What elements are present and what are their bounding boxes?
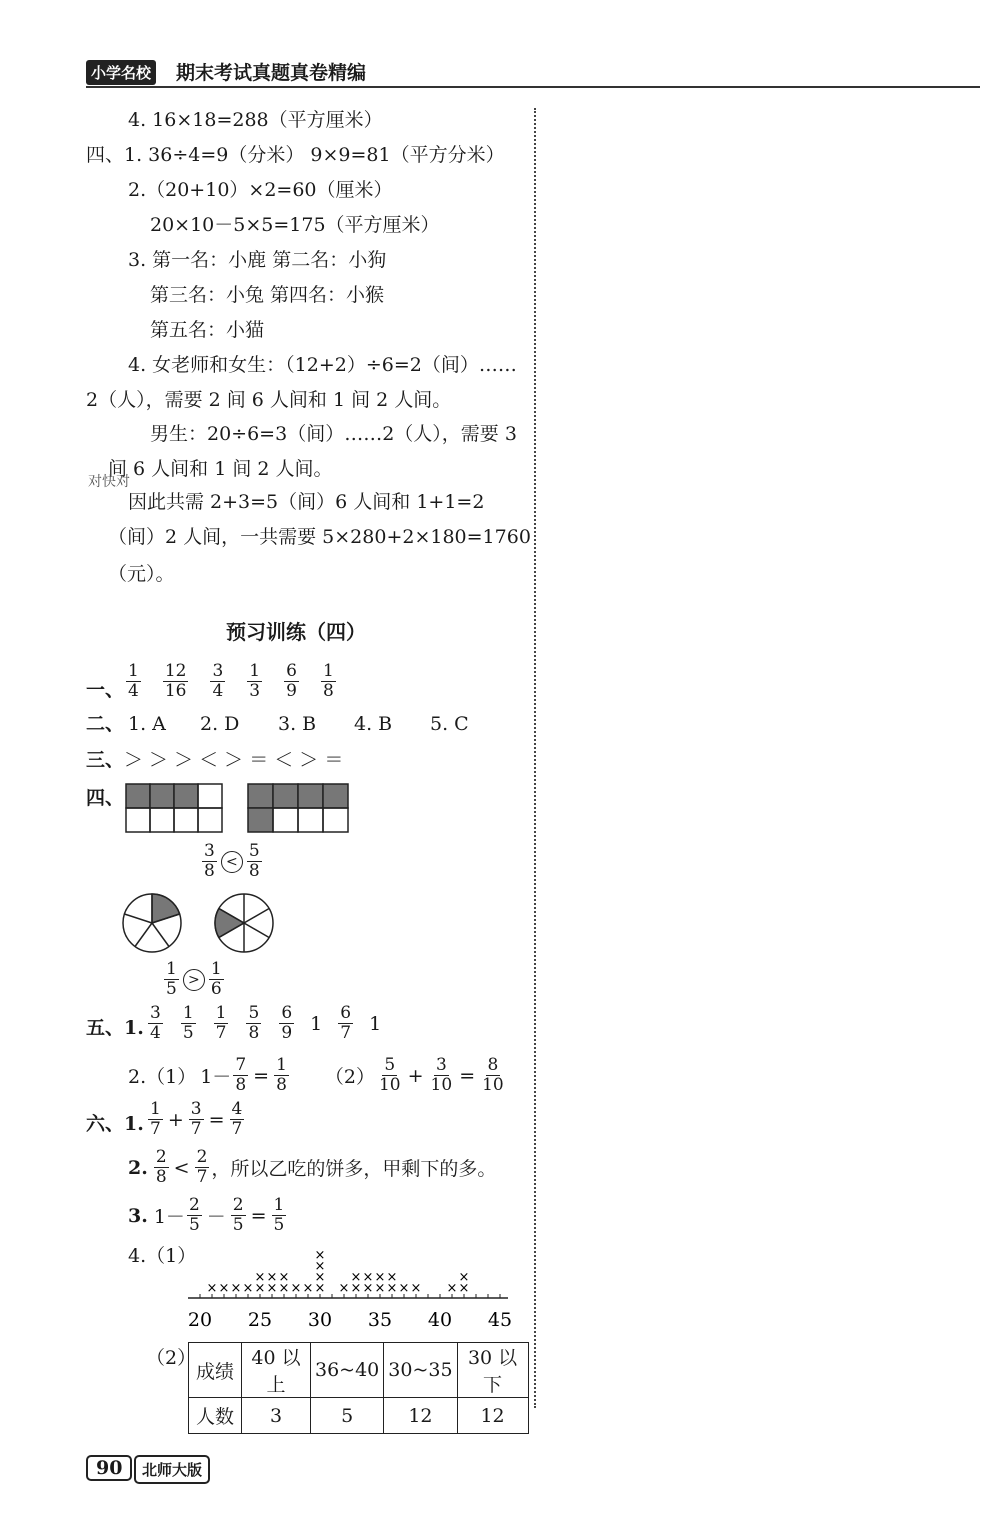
q2-answer: 4. B [354, 713, 393, 735]
q2-answer: 3. B [278, 713, 317, 735]
q2-answer: 5. C [430, 713, 469, 735]
cell [323, 808, 348, 832]
answer-line: 2.（20+10）×2=60（厘米） [128, 179, 393, 201]
data-point: × [266, 1281, 278, 1296]
line-plot [180, 1238, 520, 1338]
data-point: × [350, 1270, 362, 1285]
header-rule [86, 86, 980, 88]
q6-3: 3. 1－ $\frac{2}{5}$ － $\frac{2}{5}$ = $\frac{1}{5}$ [128, 1195, 285, 1235]
shaded-cell [248, 784, 273, 808]
tick-label: 45 [487, 1309, 513, 1331]
tick-label: 30 [307, 1309, 333, 1331]
answer-line: 第三名：小兔 第四名：小猴 [150, 284, 385, 306]
table-cell: 12 [457, 1398, 528, 1434]
shaded-cell [298, 784, 323, 808]
answer-line: 第五名：小猫 [150, 319, 265, 341]
fraction: $\frac{1}{3}$ [249, 661, 261, 701]
answer-line: 4. 16×18=288（平方厘米） [128, 109, 383, 131]
tick-label: 35 [367, 1309, 393, 1331]
tick-label: 25 [247, 1309, 273, 1331]
answer-line: 2（人），需要 2 间 6 人间和 1 间 2 人间。 [86, 389, 452, 411]
data-point: × [278, 1270, 290, 1285]
cell [273, 808, 298, 832]
q2-answer: 2. D [200, 713, 240, 735]
answer-line: 4. 女老师和女生：（12+2）÷6=2（间）…… [128, 354, 517, 376]
data-point: × [398, 1281, 410, 1296]
data-point: × [278, 1281, 290, 1296]
data-point: × [386, 1270, 398, 1285]
circle-diagrams [122, 892, 282, 956]
table-cell: 成绩 [189, 1343, 242, 1398]
data-point: × [242, 1281, 254, 1296]
q2-label: 二、 [86, 713, 125, 735]
shaded-cell [323, 784, 348, 808]
edition-badge: 北师大版 [134, 1455, 210, 1484]
section-title: 预习训练（四） [226, 620, 366, 644]
data-point: × [302, 1281, 314, 1296]
answer-line: 3. 第一名：小鹿 第二名：小狗 [128, 249, 387, 271]
data-point: × [446, 1281, 458, 1296]
table-cell: 36~40 [311, 1343, 384, 1398]
data-point: × [218, 1281, 230, 1296]
q6-2: 2. $\frac{2}{8}$ < $\frac{2}{7}$ ，所以乙吃的饼多，甲剩下的多。 [128, 1147, 497, 1187]
table-cell: 人数 [189, 1398, 242, 1434]
data-point: × [266, 1270, 278, 1285]
shaded-cell [248, 808, 273, 832]
data-point: × [362, 1281, 374, 1296]
score-table [188, 1342, 529, 1434]
data-point: × [410, 1281, 422, 1296]
book-title: 期末考试真题真卷精编 [176, 62, 367, 84]
data-point: × [206, 1281, 218, 1296]
data-point: × [230, 1281, 242, 1296]
tick-label: 40 [427, 1309, 453, 1331]
data-point: × [338, 1281, 350, 1296]
q6-4b-label: （2） [146, 1347, 197, 1369]
q1-fractions [124, 662, 338, 701]
fraction: $\frac{1}{8}$ [322, 661, 334, 701]
table-cell: 30~35 [384, 1343, 457, 1398]
data-point: × [374, 1281, 386, 1296]
table-cell: 12 [384, 1398, 457, 1434]
fraction: $\frac{1}{4}$ [128, 661, 139, 701]
answer-line: 间 6 人间和 1 间 2 人间。 [108, 458, 333, 480]
cell [198, 784, 222, 808]
cell [150, 808, 174, 832]
answer-line: 因此共需 2+3=5（间）6 人间和 1+1=2 [128, 491, 485, 513]
series-badge: 小学名校 [86, 60, 156, 85]
q3-symbols: ＞ ＞ ＞ ＜ ＞ ＝ ＜ ＞ ＝ [124, 749, 344, 771]
fraction: $\frac{3}{4}$ [212, 661, 224, 701]
data-point: × [350, 1281, 362, 1296]
shaded-cell [126, 784, 150, 808]
data-point: × [254, 1270, 266, 1285]
answer-line: 四、1. 36÷4=9（分米） 9×9=81（平方分米） [86, 144, 505, 166]
answer-line: （间）2 人间，一共需要 5×280+2×180=1760 [108, 526, 531, 548]
circle-compare: $\frac{1}{5}$ > $\frac{1}{6}$ [166, 959, 222, 999]
fraction: $\frac{12}{16}$ [164, 661, 187, 701]
cell [298, 808, 323, 832]
data-point: × [254, 1281, 266, 1296]
q5-label: 五、1. [86, 1017, 144, 1039]
cell [174, 808, 198, 832]
answer-line: 20×10－5×5=175（平方厘米） [150, 214, 440, 236]
shaded-cell [273, 784, 298, 808]
compare-symbol: > [183, 969, 205, 991]
q6-1: $\frac{1}{7}$ + $\frac{3}{7}$ = $\frac{4}{7}$ [150, 1099, 243, 1139]
q2-answer: 1. A [128, 713, 166, 735]
shaded-cell [174, 784, 198, 808]
q5-part2: 2.（1） 1－ $\frac{7}{8}$ = $\frac{1}{8}$ （2） $\frac{5}{10}$ + $\frac{3}{10}$ = $\frac{8}{10}$ [128, 1055, 504, 1095]
fraction: $\frac{6}{9}$ [286, 661, 297, 701]
compare-symbol: < [221, 851, 243, 873]
table-cell: 40 以上 [242, 1343, 311, 1398]
q6-4-label: 4.（1） [128, 1245, 197, 1267]
rect-diagrams [124, 782, 364, 838]
tick-label: 20 [187, 1309, 213, 1331]
data-point: × [362, 1270, 374, 1285]
answer-line: 男生：20÷6=3（间）……2（人），需要 3 [150, 423, 517, 445]
q3-label: 三、 [86, 749, 125, 771]
column-divider [534, 108, 536, 1408]
q1-label: 一、 [86, 679, 125, 701]
rect-compare: $\frac{3}{8}$ < $\frac{5}{8}$ [204, 841, 260, 881]
data-point: × [314, 1281, 326, 1296]
stamp-text: 对快对 [88, 474, 130, 490]
shaded-cell [150, 784, 174, 808]
answer-line: （元）。 [108, 563, 175, 585]
cell [198, 808, 222, 832]
table-cell: 3 [242, 1398, 311, 1434]
data-point: × [458, 1270, 470, 1285]
q5-items: $\frac{3}{4}$ $\frac{1}{5}$ $\frac{1}{7}$ $\frac{5}{8}$ $\frac{6}{9}$ 1 $\frac{6}{7}$ 1 [150, 1003, 382, 1043]
table-cell: 30 以下 [457, 1343, 528, 1398]
data-point: × [314, 1259, 326, 1274]
q6-label: 六、1. [86, 1113, 144, 1135]
table-cell: 5 [311, 1398, 384, 1434]
cell [126, 808, 150, 832]
page-number: 90 [86, 1455, 132, 1481]
data-point: × [314, 1248, 326, 1263]
data-point: × [374, 1270, 386, 1285]
data-point: × [386, 1281, 398, 1296]
data-point: × [314, 1270, 326, 1285]
data-point: × [458, 1281, 470, 1296]
data-point: × [290, 1281, 302, 1296]
q4-label: 四、 [86, 787, 125, 809]
